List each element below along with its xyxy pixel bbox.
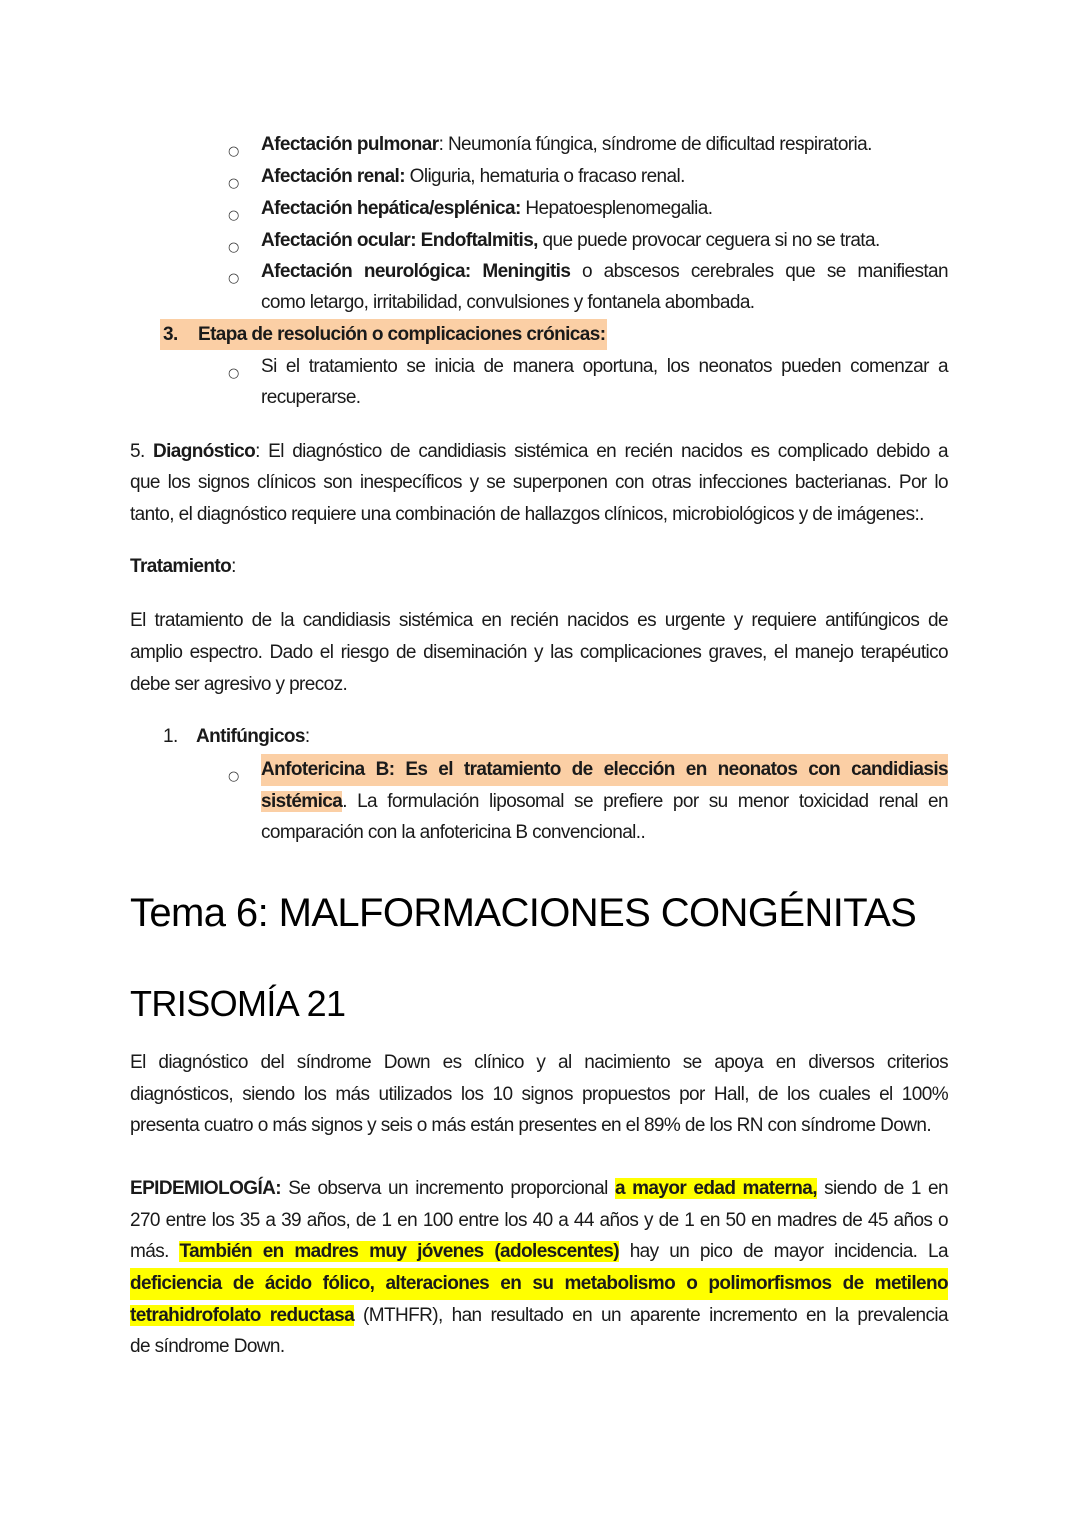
- section-heading: Tema 6: MALFORMACIONES CONGÉNITAS: [130, 891, 917, 935]
- list-item: Afectación renal: Oliguria, hematuria o fracaso renal.: [261, 166, 685, 187]
- hollow-bullet-icon: ○: [228, 176, 239, 191]
- paragraph-line: El tratamiento de la candidiasis sistémica en recién nacidos es urgente y requiere antifúngicos de: [130, 610, 948, 631]
- list-item: Afectación pulmonar: Neumonía fúngica, síndrome de dificultad respiratoria.: [261, 134, 872, 155]
- stage-3-heading: 3. Etapa de resolución o complicaciones crónicas:: [160, 319, 607, 350]
- hollow-bullet-icon: ○: [228, 271, 239, 286]
- list-item-continuation: como letargo, irritabilidad, convulsiones y fontanela abombada.: [261, 292, 755, 313]
- hollow-bullet-icon: ○: [228, 144, 239, 159]
- paragraph-line: El diagnóstico del síndrome Down es clínico y al nacimiento se apoya en diversos criterios: [130, 1052, 948, 1073]
- list-item: Afectación ocular: Endoftalmitis, que puede provocar ceguera si no se trata.: [261, 230, 880, 251]
- highlighted-text: deficiencia de ácido fólico, alteraciones en su metabolismo o polimorfismos de metileno: [130, 1268, 948, 1300]
- list-item-continuation: recuperarse.: [261, 387, 361, 408]
- paragraph-line: más. También en madres muy jóvenes (adolescentes) hay un pico de mayor incidencia. La: [130, 1241, 948, 1262]
- list-item: Si el tratamiento se inicia de manera oportuna, los neonatos pueden comenzar a: [261, 356, 948, 377]
- list-item: sistémica. La formulación liposomal se prefiere por su menor toxicidad renal en: [261, 791, 948, 812]
- tratamiento-heading: Tratamiento:: [130, 556, 236, 577]
- subsection-heading: TRISOMÍA 21: [130, 983, 346, 1024]
- highlighted-text: Anfotericina B: Es el tratamiento de elección en neonatos con candidiasis: [261, 754, 948, 786]
- list-item-continuation: comparación con la anfotericina B convencional..: [261, 822, 646, 843]
- paragraph-line: 5. Diagnóstico: El diagnóstico de candidiasis sistémica en recién nacidos es complicado debido a: [130, 441, 948, 462]
- paragraph-line: de síndrome Down.: [130, 1336, 285, 1357]
- antifungicos-heading: Antifúngicos:: [196, 726, 310, 747]
- paragraph-line: diagnósticos, siendo los más utilizados los 10 signos propuestos por Hall, de los cuales el 100%: [130, 1084, 948, 1105]
- hollow-bullet-icon: ○: [228, 240, 239, 255]
- paragraph-line: presenta cuatro o más signos y seis o más están presentes en el 89% de los RN con síndrome Down.: [130, 1115, 932, 1136]
- hollow-bullet-icon: ○: [228, 769, 239, 784]
- hollow-bullet-icon: ○: [228, 366, 239, 381]
- list-item: Afectación hepática/esplénica: Hepatoesplenomegalia.: [261, 198, 713, 219]
- paragraph-line: tanto, el diagnóstico requiere una combinación de hallazgos clínicos, microbiológicos y de imágenes:.: [130, 504, 924, 525]
- paragraph-line: que los signos clínicos son inespecíficos y se superponen con otras infecciones bacterianas. Por lo: [130, 472, 948, 493]
- paragraph-line: tetrahidrofolato reductasa (MTHFR), han resultado en un aparente incremento en la prevalencia: [130, 1305, 948, 1326]
- hollow-bullet-icon: ○: [228, 208, 239, 223]
- paragraph-line: EPIDEMIOLOGÍA: Se observa un incremento proporcional a mayor edad materna, siendo de 1 en: [130, 1178, 948, 1199]
- paragraph-line: 270 entre los 35 a 39 años, de 1 en 100 entre los 40 a 44 años y de 1 en 50 en madres de 45 años o: [130, 1210, 948, 1231]
- list-number: 1.: [163, 726, 178, 747]
- paragraph-line: amplio espectro. Dado el riesgo de diseminación y las complicaciones graves, el manejo terapéutico: [130, 642, 948, 663]
- list-item: Afectación neurológica: Meningitis o abscesos cerebrales que se manifiestan: [261, 261, 948, 282]
- paragraph-line: debe ser agresivo y precoz.: [130, 674, 348, 695]
